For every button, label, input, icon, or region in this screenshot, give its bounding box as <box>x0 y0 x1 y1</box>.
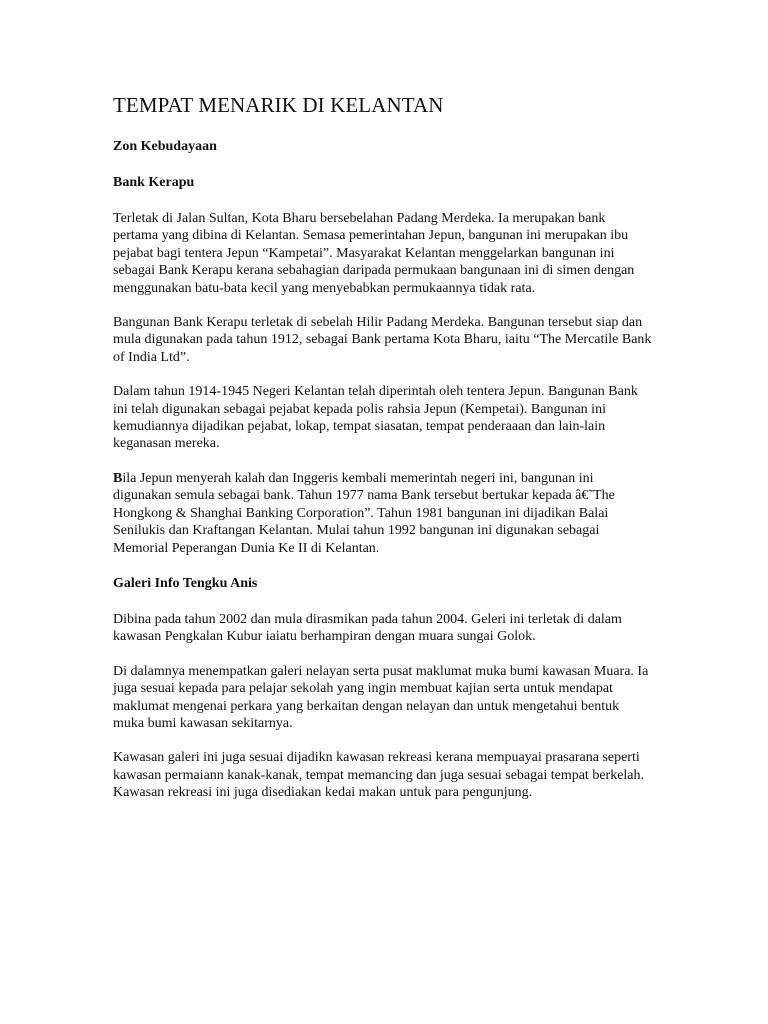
paragraph: Dibina pada tahun 2002 dan mula dirasmikan pada tahun 2004. Geleri ini terletak di dalam kawasan Pengkalan Kubur iaiatu berhampiran dengan muara sungai Golok. <box>113 611 622 645</box>
section-heading-bank-kerapu: Bank Kerapu <box>113 175 195 190</box>
paragraph: Bangunan Bank Kerapu terletak di sebelah Hilir Padang Merdeka. Bangunan tersebut siap dan mula digunakan pada tahun 1912, sebagai Bank pertama Kota Bharu, iaitu “The Mercatile Bank of India Ltd”. <box>113 315 652 365</box>
paragraph: Terletak di Jalan Sultan, Kota Bharu bersebelahan Padang Merdeka. Ia merupakan bank pertama yang dibina di Kelantan. Semasa pemerintahan Jepun, bangunan ini merupakan ibu pejabat bagi tentera Jepun “Kampetai”. Masyarakat Kelantan menggelarkan bangunan ini sebagai Bank Kerapu kerana sebahagian daripada permukaan bangunaan ini di simen dengan menggunakan batu-bata kecil yang menyebabkan permukaannya tidak rata. <box>113 211 635 296</box>
paragraph: Dalam tahun 1914-1945 Negeri Kelantan telah diperintah oleh tentera Jepun. Bangunan Bank ini telah digunakan sebagai pejabat kepada polis rahsia Jepun (Kempetai). Bangunan ini kemudiannya dijadikan pejabat, lokap, tempat siasatan, tempat penderaaan dan lain-lain keganasan mereka. <box>113 384 638 452</box>
paragraph: Di dalamnya menempatkan galeri nelayan serta pusat maklumat muka bumi kawasan Muara. Ia juga sesuai kepada para pelajar sekolah yang ingin membuat kajian serta untuk mendapat maklumat mengenai perkara yang berkaitan dengan nelayan dan untuk mengetahui bentuk muka bumi kawasan sekitarnya. <box>113 663 649 731</box>
paragraph: Kawasan galeri ini juga sesuai dijadikn kawasan rekreasi kerana mempuayai prasarana seperti kawasan permaiann kanak-kanak, tempat memancing dan juga sesuai sebagai tempat berkelah. Kawasan rekreasi ini juga disediakan kedai makan untuk para pengunjung. <box>113 750 645 801</box>
paragraph-text: ila Jepun menyerah kalah dan Inggeris kembali memerintah negeri ini, bangunan ini digunakan semula sebagai bank. Tahun 1977 nama Bank tersebut bertukar kepada â€˜The Hongkong & Shanghai Banking Corporation”. Tahun 1981 bangunan ini dijadikan Balai Senilukis dan Kraftangan Kelantan. Mulai tahun 1992 bangunan ini digunakan sebagai Memorial Peperangan Dunia Ke II di Kelantan. <box>113 470 615 556</box>
section-heading-galeri-info-tengku-anis: Galeri Info Tengku Anis <box>113 575 258 591</box>
section-heading-zon-kebudayaan: Zon Kebudayaan <box>113 139 217 154</box>
document-title: TEMPAT MENARIK DI KELANTAN <box>113 93 444 117</box>
document-body <box>113 92 653 802</box>
bold-initial-letter: B <box>113 470 123 486</box>
paragraph <box>113 470 653 557</box>
